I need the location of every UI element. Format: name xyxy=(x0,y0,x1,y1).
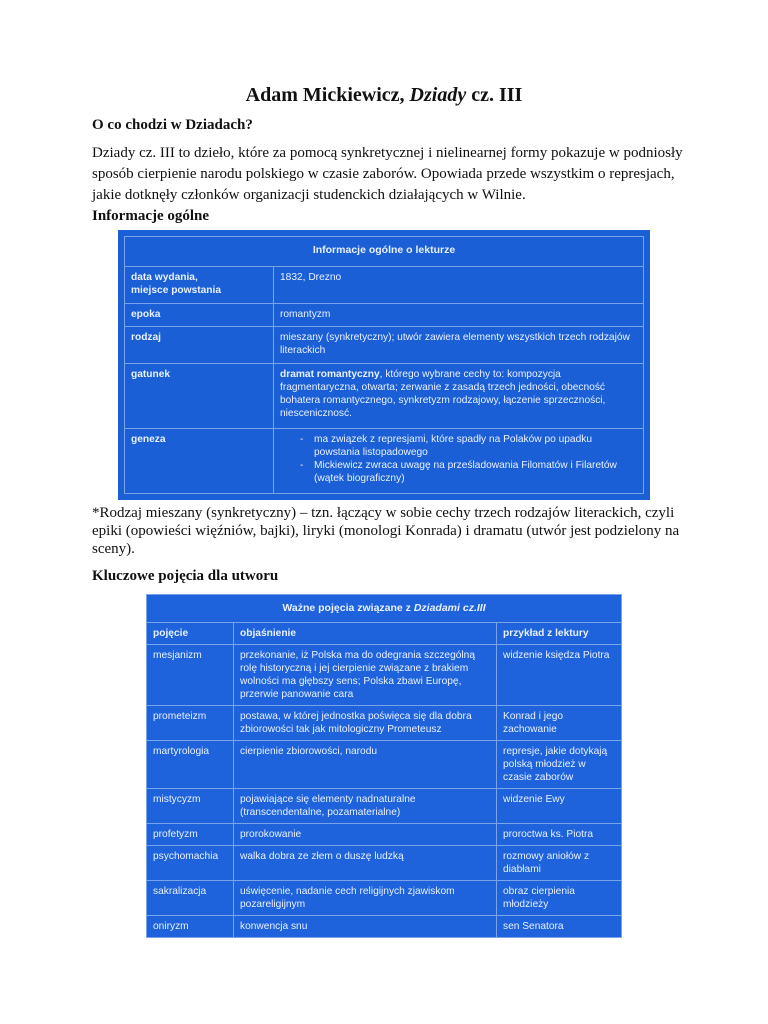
title-work: Dziady xyxy=(409,84,467,106)
genesis-list xyxy=(280,433,637,485)
explanation-cell: przekonanie, iż Polska ma do odegrania szczególną rolę historyczną i jej cierpienie związane z brakiem wolności ma głębszy sens; Polska zbawi Europę, przerwie panowanie cara xyxy=(234,645,497,706)
example-cell: widzenie księdza Piotra xyxy=(497,645,622,706)
info-value: 1832, Drezno xyxy=(274,266,644,303)
example-cell: sen Senatora xyxy=(497,916,622,938)
info-value: romantyzm xyxy=(274,303,644,326)
info-table-caption: Informacje ogólne o lekturze xyxy=(125,237,644,267)
intro-paragraph: Dziady cz. III to dzieło, które za pomocą synkretycznej i nielinearnej formy pokazuje w podniosły sposób cierpienie narodu polskiego w czasie zaborów. Opowiada przede wszystkim o represjach, jakie dotknęły członków organizacji studenckich działających w Wilnie. xyxy=(92,145,683,203)
explanation-cell: postawa, w której jednostka poświęca się dla dobra zbiorowości tak jak mitologiczny Prometeusz xyxy=(234,706,497,741)
section-heading-info: Informacje ogólne xyxy=(92,208,210,224)
terms-table-caption: Ważne pojęcia związane z Dziadami cz.III xyxy=(147,595,622,623)
table-row xyxy=(147,824,622,846)
column-header: przykład z lektury xyxy=(497,623,622,645)
table-row xyxy=(125,327,644,364)
info-value xyxy=(274,364,644,429)
table-row xyxy=(125,303,644,326)
table-row xyxy=(147,881,622,916)
column-header: pojęcie xyxy=(147,623,234,645)
explanation-cell: konwencja snu xyxy=(234,916,497,938)
term-cell: oniryzm xyxy=(147,916,234,938)
title-part: cz. III xyxy=(471,84,523,106)
term-cell: prometeizm xyxy=(147,706,234,741)
explanation-cell: prorokowanie xyxy=(234,824,497,846)
info-key: gatunek xyxy=(125,364,274,429)
table-row xyxy=(147,789,622,824)
list-item: - Mickiewicz zwraca uwagę na prześladowania Filomatów i Filaretów (wątek biograficzny) xyxy=(300,459,637,485)
example-cell: widzenie Ewy xyxy=(497,789,622,824)
term-cell: profetyzm xyxy=(147,824,234,846)
table-row xyxy=(125,364,644,429)
example-cell: Konrad i jego zachowanie xyxy=(497,706,622,741)
table-row xyxy=(147,916,622,938)
term-cell: mistycyzm xyxy=(147,789,234,824)
term-cell: martyrologia xyxy=(147,741,234,789)
explanation-cell: pojawiające się elementy nadnaturalne (transcendentalne, pozamaterialne) xyxy=(234,789,497,824)
table-row xyxy=(147,706,622,741)
table-row xyxy=(147,645,622,706)
info-key: rodzaj xyxy=(125,327,274,364)
note-paragraph: *Rodzaj mieszany (synkretyczny) – tzn. łączący w sobie cechy trzech rodzajów literackich, czyli epiki (opowieści więźniów, bajki), liryki (monologi Konrada) i dramatu (utwór jest podzielony na sceny). xyxy=(92,505,680,557)
example-cell: proroctwa ks. Piotra xyxy=(497,824,622,846)
table-row xyxy=(125,429,644,494)
info-value: mieszany (synkretyczny); utwór zawiera elementy wszystkich trzech rodzajów literackich xyxy=(274,327,644,364)
general-info-table xyxy=(124,236,644,494)
term-cell: psychomachia xyxy=(147,846,234,881)
explanation-cell: cierpienie zbiorowości, narodu xyxy=(234,741,497,789)
example-cell: obraz cierpienia młodzieży xyxy=(497,881,622,916)
table-row xyxy=(147,741,622,789)
info-key: data wydania, miejsce powstania xyxy=(125,266,274,303)
term-cell: mesjanizm xyxy=(147,645,234,706)
key-terms-table xyxy=(146,594,622,938)
page-title xyxy=(0,84,768,107)
explanation-cell: walka dobra ze złem o duszę ludzką xyxy=(234,846,497,881)
explanation-cell: uświęcenie, nadanie cech religijnych zjawiskom pozareligijnym xyxy=(234,881,497,916)
genre-bold: dramat romantyczny xyxy=(280,369,380,381)
table-header-row xyxy=(147,623,622,645)
genre-text: , którego wybrane cechy to: kompozycja fragmentaryczna, otwarta; zerwanie z zasadą trzech jedności, obecność bohatera romantycznego, synkretyzm rodzajowy, łączenie sprzeczności, niescenicznosć. xyxy=(280,369,606,420)
terms-body xyxy=(147,645,622,938)
table-row xyxy=(125,266,644,303)
info-key: geneza xyxy=(125,429,274,494)
info-value xyxy=(274,429,644,494)
section-heading-what: O co chodzi w Dziadach? xyxy=(92,117,253,133)
term-cell: sakralizacja xyxy=(147,881,234,916)
table-row xyxy=(147,846,622,881)
example-cell: represje, jakie dotykają polską młodzież w czasie zaborów xyxy=(497,741,622,789)
title-author: Adam Mickiewicz, xyxy=(245,84,405,106)
info-key: epoka xyxy=(125,303,274,326)
list-item: - ma związek z represjami, które spadły na Polaków po upadku powstania listopadowego xyxy=(300,433,637,459)
section-heading-key-terms: Kluczowe pojęcia dla utworu xyxy=(92,568,279,584)
example-cell: rozmowy aniołów z diabłami xyxy=(497,846,622,881)
column-header: objaśnienie xyxy=(234,623,497,645)
